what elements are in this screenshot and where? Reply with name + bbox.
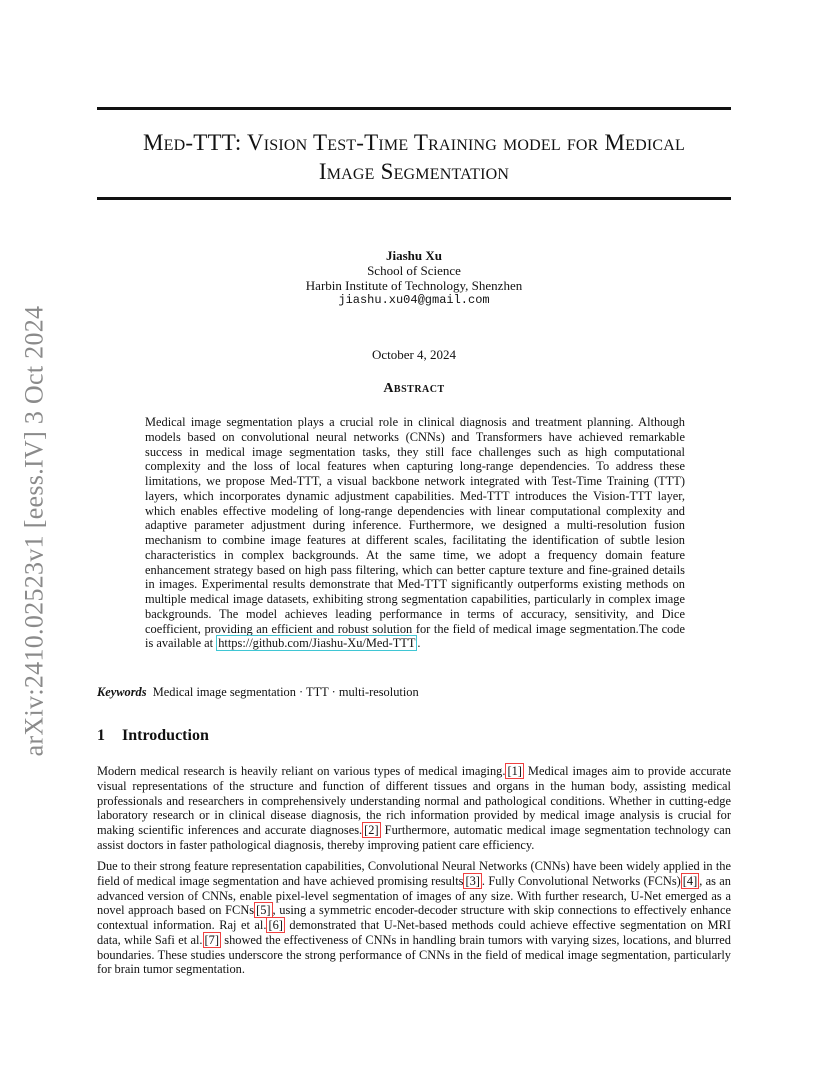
keywords-label: Keywords	[97, 685, 147, 699]
para1-text-1: Modern medical research is heavily reliant on various types of medical imaging.	[97, 764, 506, 778]
para2-text-4: , using a symmetric encoder-decoder structure with skip connections to effectively enhance contextual information. Raj et al.	[97, 903, 731, 932]
section-title: Introduction	[122, 727, 209, 744]
abstract-body	[145, 415, 685, 651]
title-line-2: Image Segmentation	[318, 159, 510, 184]
para2-text-1: Due to their strong feature representation capabilities, Convolutional Neural Networks (CNNs) have been widely applied in the field of medical image segmentation and have achieved promising results	[97, 859, 731, 888]
author-email[interactable]: jiashu.xu04@gmail.com	[338, 293, 490, 307]
arxiv-identifier	[18, 296, 50, 766]
author-affiliation-institute: Harbin Institute of Technology, Shenzhen	[305, 278, 523, 293]
abstract-end: .	[417, 636, 421, 651]
abstract-heading: Abstract	[383, 381, 445, 396]
abstract-text: Medical image segmentation plays a crucial role in clinical diagnosis and treatment planning. Although models based on convolutional neural networks (CNNs) and Transformers have achieved remarkable success in medical image segmentation tasks, they still face challenges such as high computational complexity and the loss of local features when capturing long-range dependencies. To address these limitations, we propose Med-TTT, a visual backbone network integrated with Test-Time Training (TTT) layers, which incorporates dynamic adjustment capabilities. Med-TTT introduces the Vision-TTT layer, which enables effective modeling of long-range dependencies with linear computational complexity and adaptive parameter adjustment during inference. Furthermore, we designed a multi-resolution fusion mechanism to combine image features at different scales, facilitating the identification of subtle lesion characteristics in complex backgrounds. At the same time, we adopt a frequency domain feature enhancement strategy based on high pass filtering, which can better capture texture and fine-grained details in images. Experimental results demonstrate that Med-TTT significantly outperforms existing methods on multiple medical image datasets, exhibiting strong segmentation capabilities, particularly in complex image backgrounds. The model achieves leading performance in terms of accuracy, sensitivity, and Dice coefficient, providing an efficient and robust solution for the field of medical image segmentation.The code is available at	[145, 415, 685, 651]
section-heading-introduction	[97, 727, 209, 745]
intro-paragraph-1	[97, 764, 731, 853]
keywords-text: Medical image segmentation · TTT · multi-resolution	[152, 685, 419, 699]
section-number: 1	[97, 727, 105, 744]
para1-text-2: Medical images aim to provide accurate visual representations of the structure and function of different tissues and organs in the human body, assisting medical professionals and researchers in comprehensively understanding normal and pathological conditions. Whether in cutting-edge laboratory research or in clinical disease diagnosis, the rich information provided by medical image analysis is crucial for making scientific inferences and accurate diagnoses.	[97, 764, 732, 837]
citation-link-2[interactable]: [2]	[364, 823, 379, 837]
intro-paragraph-2	[97, 859, 731, 977]
arxiv-identifier-text: arXiv:2410.02523v1 [eess.IV] 3 Oct 2024	[19, 305, 49, 757]
citation-link-1[interactable]: [1]	[507, 764, 522, 778]
author-block	[97, 248, 731, 308]
title-rule-bottom	[97, 197, 731, 200]
para1-text-3: Furthermore, automatic medical image segmentation technology can assist doctors in faster pathological diagnosis, thereby improving patient care efficiency.	[97, 823, 731, 852]
para2-text-5: demonstrated that U-Net-based methods could achieve effective segmentation on MRI data, while Safi et al.	[97, 918, 731, 947]
citation-link-6[interactable]: [6]	[268, 918, 283, 932]
title-line-1: Med-TTT: Vision Test-Time Training model for Medical	[143, 130, 685, 155]
para2-text-3: , as an advanced version of CNNs, enable pixel-level segmentation of images of any size. With further research, U-Net emerged as a novel approach based on FCNs	[97, 873, 731, 918]
paper-title	[97, 128, 731, 186]
citation-link-3[interactable]: [3]	[465, 873, 480, 888]
para2-text-6: showed the effectiveness of CNNs in handling brain tumors with varying sizes, locations, and blurred boundaries. These studies underscore the strong performance of CNNs in the field of medical image segmentation, particularly for brain tumor segmentation.	[97, 932, 731, 977]
citation-link-4[interactable]: [4]	[682, 873, 698, 888]
paper-date: October 4, 2024	[371, 347, 457, 362]
author-affiliation-school: School of Science	[367, 263, 461, 278]
author-name: Jiashu Xu	[386, 248, 442, 263]
title-rule-top	[97, 107, 731, 110]
citation-link-5[interactable]: [5]	[256, 903, 271, 918]
code-repository-link[interactable]: https://github.com/Jiashu-Xu/Med-TTT	[218, 636, 416, 651]
citation-link-7[interactable]: [7]	[204, 932, 219, 947]
keywords-line	[97, 685, 731, 700]
para2-text-2: . Fully Convolutional Networks (FCNs)	[481, 873, 681, 888]
